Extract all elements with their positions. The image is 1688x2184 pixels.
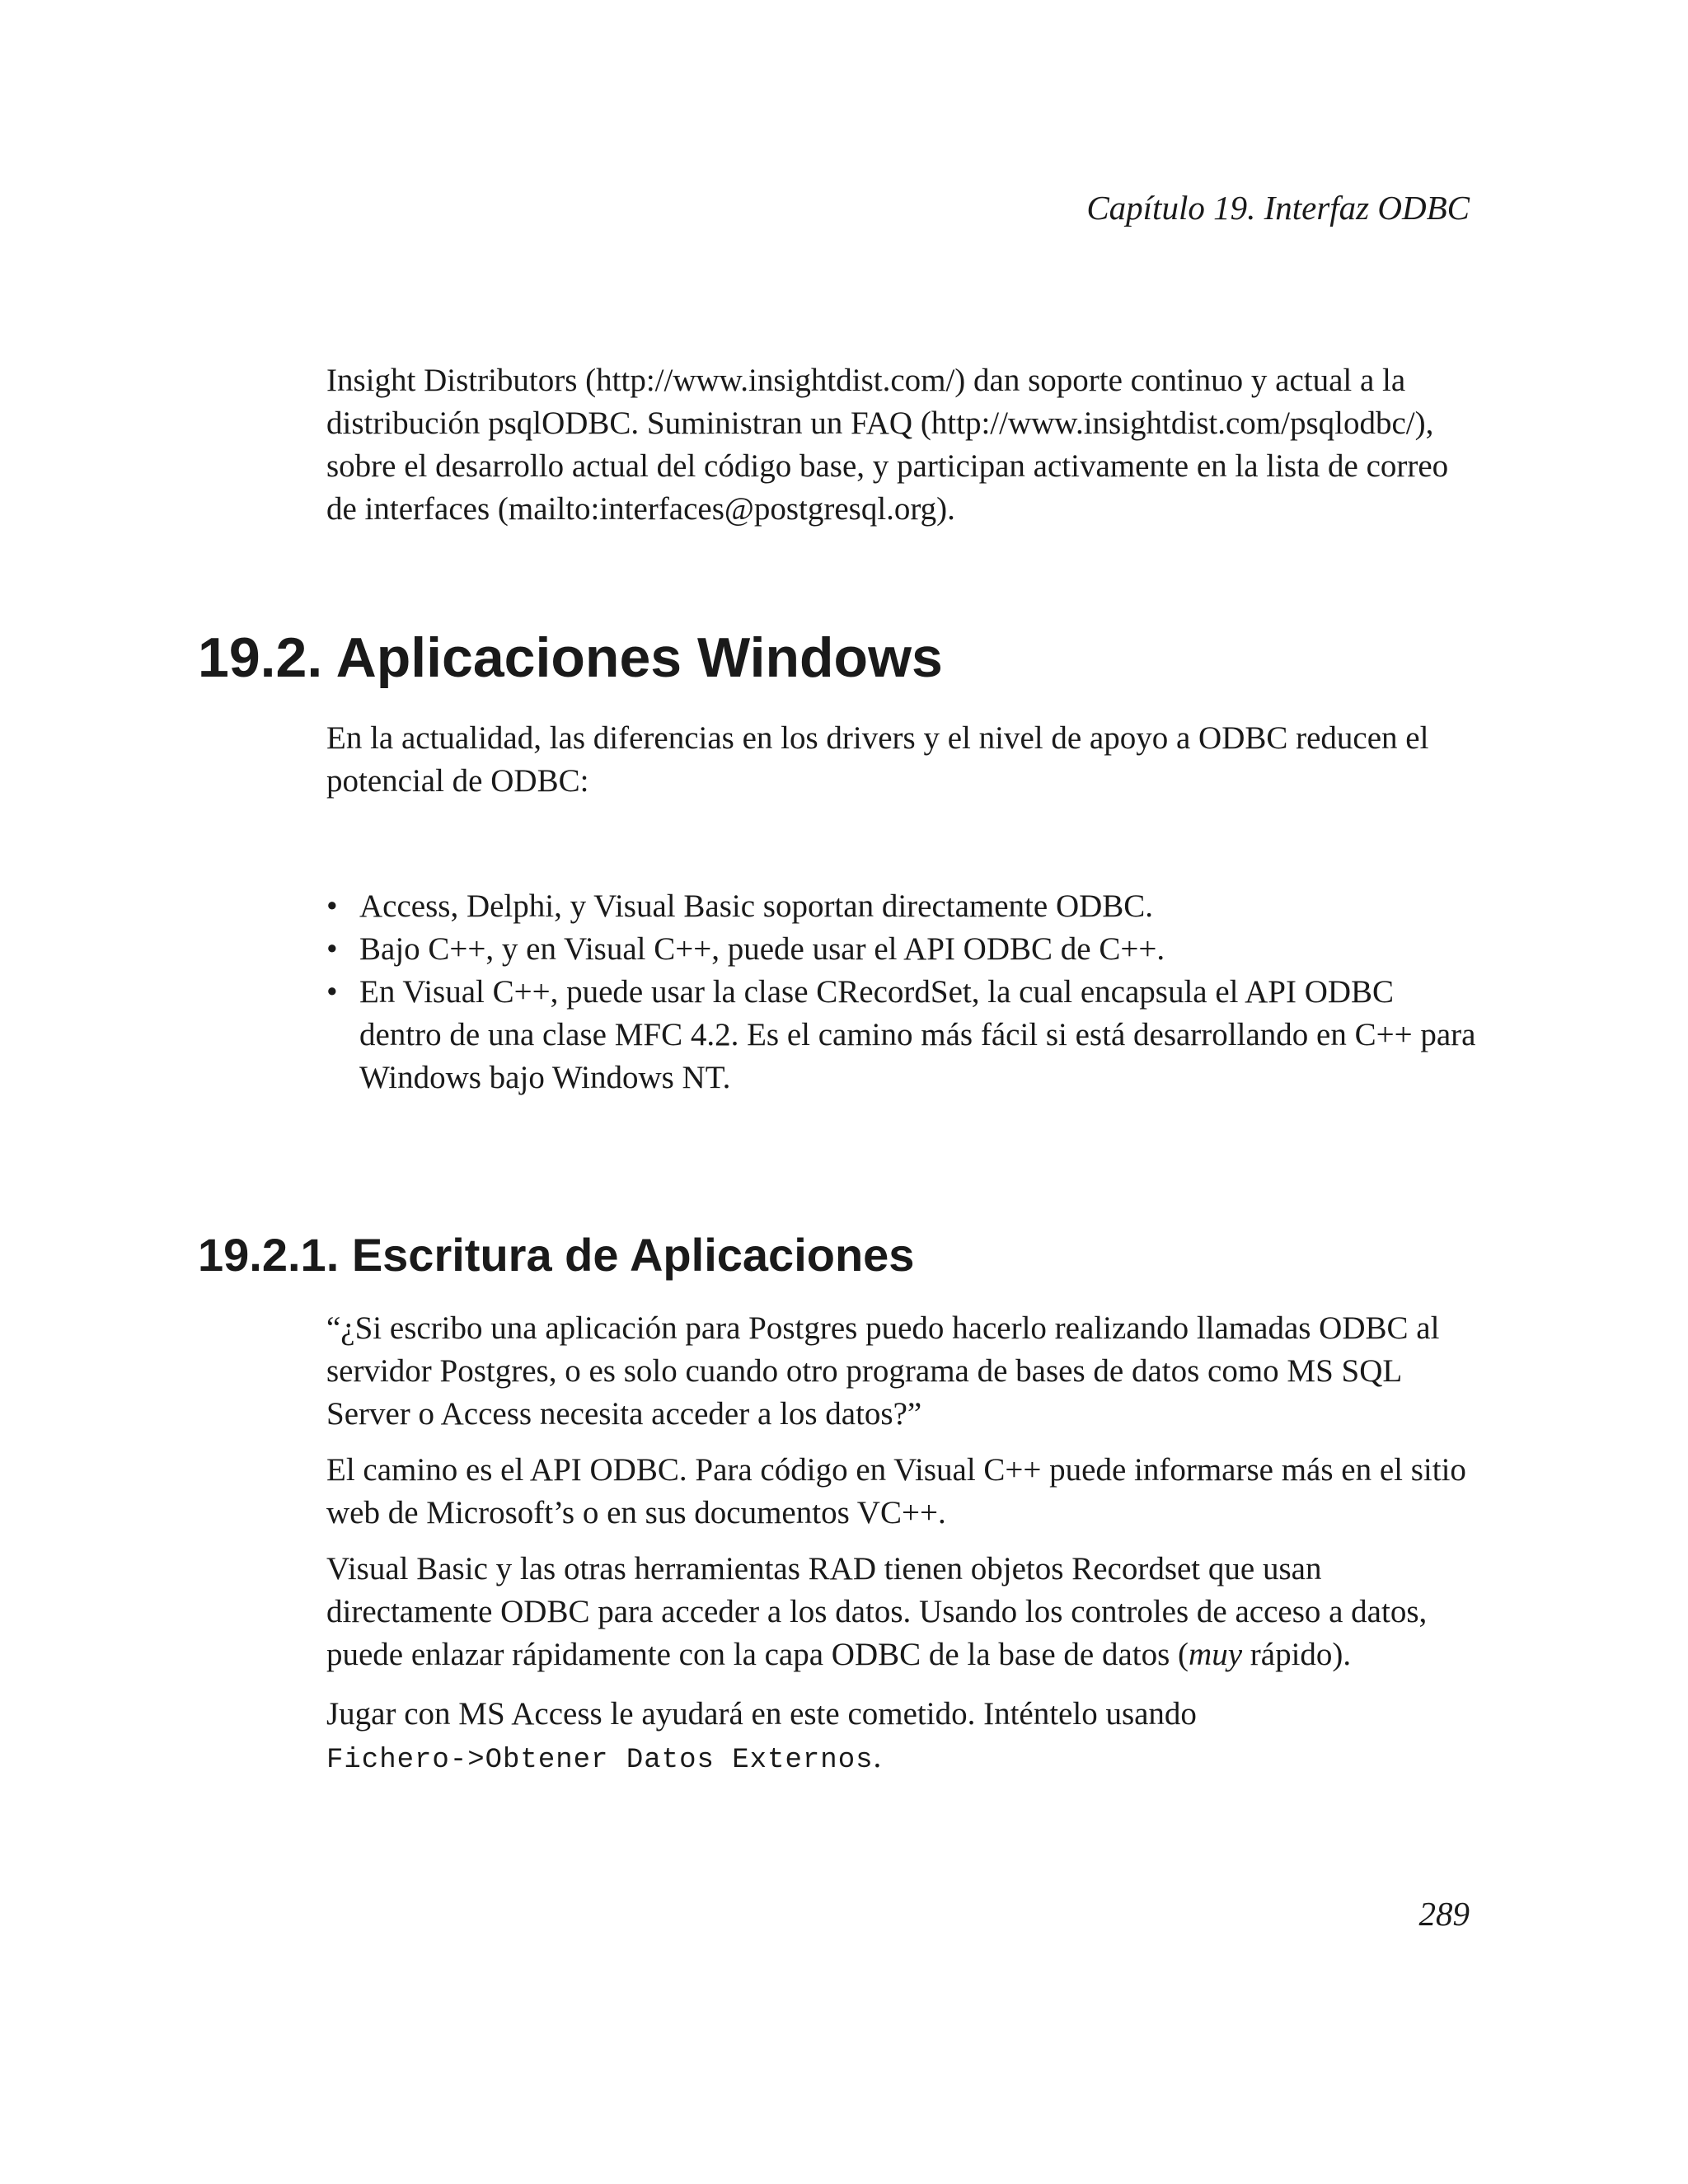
bullet-icon: • — [326, 888, 338, 924]
question-paragraph: “¿Si escribo una aplicación para Postgres puedo hacerlo realizando llamadas ODBC al servidor Postgres, o es solo cuando otro programa de bases de datos como MS SQL Server o Access necesita acceder a los datos?” — [326, 1310, 1440, 1432]
section-heading: 19.2. Aplicaciones Windows — [198, 626, 943, 689]
access-text-end: . — [873, 1739, 882, 1774]
rad-text-start: Visual Basic y las otras herramientas RAD tienen objetos Recordset que usan directamente ODBC para acceder a los datos. Usando los controles de acceso a datos, puede enlazar rápidamente con la capa ODBC de la base de datos ( — [326, 1551, 1428, 1672]
emphasis-text: muy — [1189, 1637, 1243, 1672]
rad-paragraph — [326, 1548, 1480, 1676]
answer-paragraph: El camino es el API ODBC. Para código en Visual C++ puede informarse más en el sitio web de Microsoft’s o en sus documentos VC++. — [326, 1452, 1466, 1530]
access-text: Jugar con MS Access le ayudará en este cometido. Inténtelo usando — [326, 1696, 1197, 1732]
bullet-icon: • — [326, 931, 338, 967]
list-item-text: En Visual C++, puede usar la clase CRecordSet, la cual encapsula el API ODBC dentro de una clase MFC 4.2. Es el camino más fácil si está desarrollando en C++ para Windows bajo Windows NT. — [359, 974, 1476, 1095]
list-item — [326, 885, 1480, 928]
list-item — [326, 928, 1480, 971]
bullet-icon: • — [326, 974, 338, 1010]
rad-text-end: rápido). — [1242, 1637, 1352, 1672]
section-paragraph: En la actualidad, las diferencias en los drivers y el nivel de apoyo a ODBC reducen el potencial de ODBC: — [326, 720, 1429, 799]
access-paragraph — [326, 1693, 1480, 1782]
list-item-text: Access, Delphi, y Visual Basic soportan directamente ODBC. — [359, 888, 1154, 924]
list-item — [326, 971, 1480, 1099]
intro-paragraph: Insight Distributors (http://www.insightdist.com/) dan soporte continuo y actual a la distribución psqlODBC. Suministran un FAQ (http://www.insightdist.com/psqlodbc/), sobre el desarrollo actual del código base, y participan activamente en la lista de correo de interfaces (mailto:interfaces@postgresql.org). — [326, 363, 1449, 527]
menu-path-code: Fichero->Obtener Datos Externos — [326, 1745, 874, 1776]
list-item-text: Bajo C++, y en Visual C++, puede usar el API ODBC de C++. — [359, 931, 1165, 967]
subsection-heading: 19.2.1. Escritura de Aplicaciones — [198, 1229, 915, 1281]
running-header: Capítulo 19. Interfaz ODBC — [1086, 189, 1470, 227]
bullet-list — [326, 885, 1480, 1099]
page-number: 289 — [1418, 1895, 1470, 1933]
